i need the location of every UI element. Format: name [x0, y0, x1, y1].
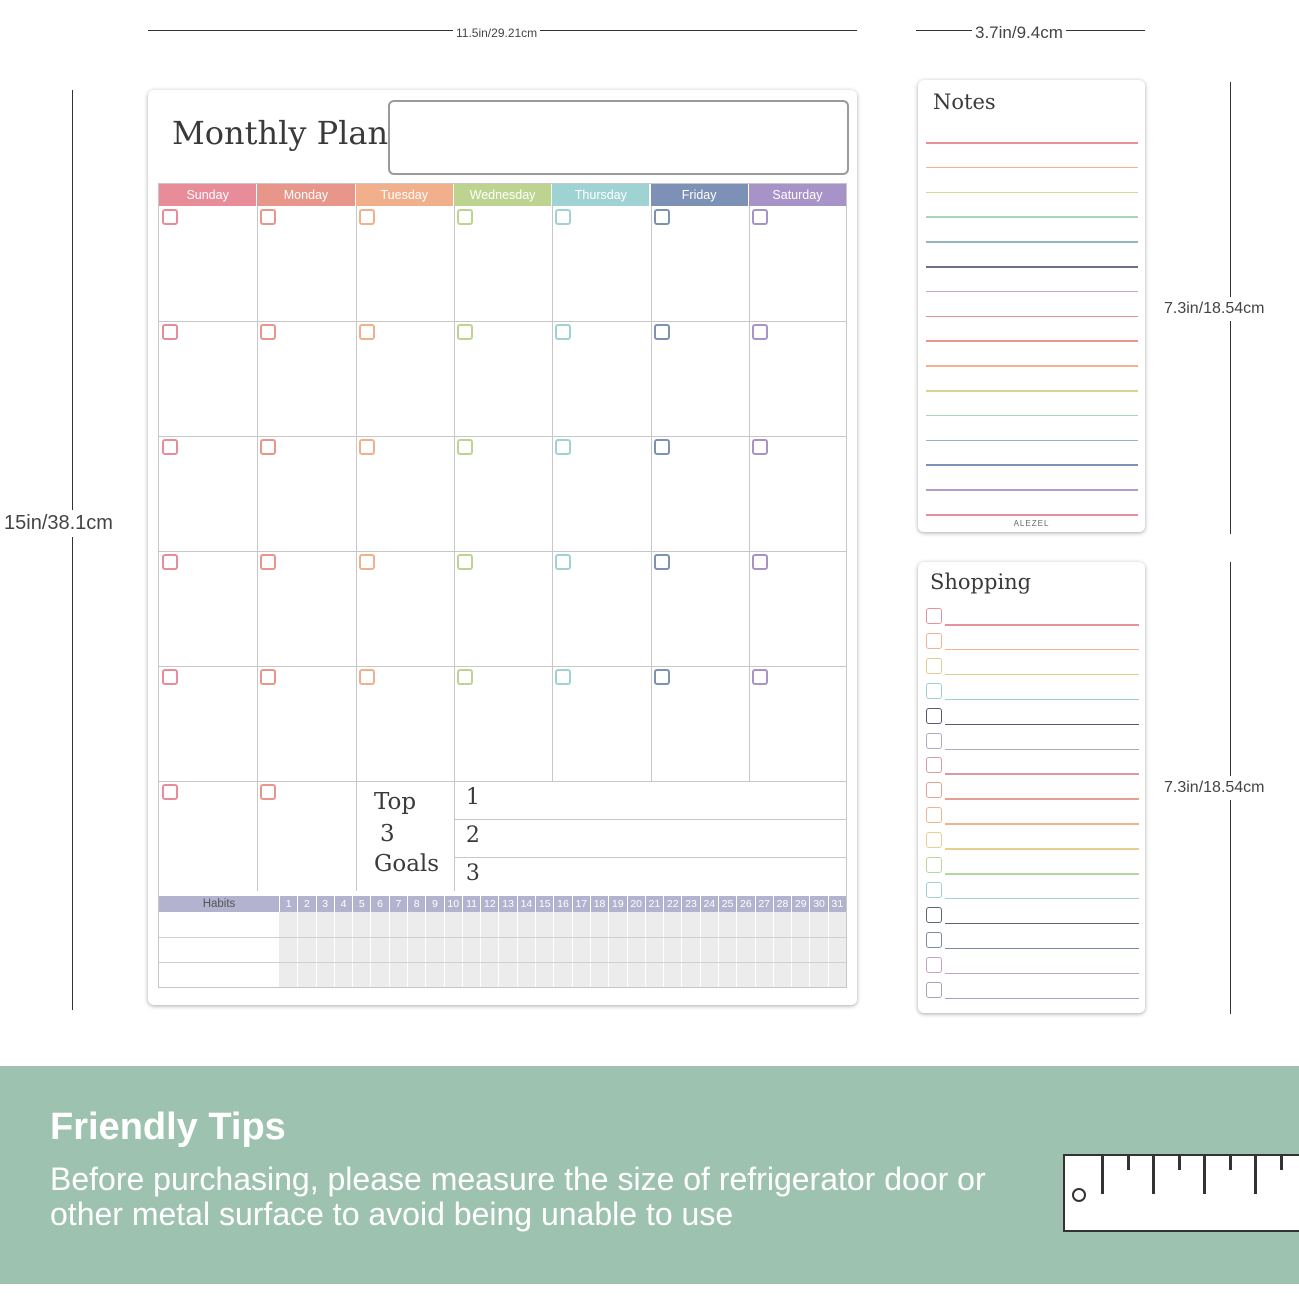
shopping-checkbox[interactable]: [926, 932, 942, 948]
day-checkbox[interactable]: [260, 784, 276, 800]
shopping-checkbox[interactable]: [926, 832, 942, 848]
day-checkbox[interactable]: [359, 669, 375, 685]
note-line: [926, 167, 1138, 169]
note-line: [926, 464, 1138, 466]
shopping-line: [945, 674, 1139, 676]
goals-title-line: Goals: [374, 851, 440, 877]
month-name-box: [388, 100, 849, 175]
habit-day-number: 11: [462, 896, 480, 912]
shopping-line: [945, 823, 1139, 825]
note-line: [926, 440, 1138, 442]
day-header: Monday: [257, 184, 354, 206]
habit-day-number: 19: [608, 896, 626, 912]
habit-column-line: [755, 912, 756, 987]
shopping-title: Shopping: [930, 570, 1032, 594]
shopping-checkbox[interactable]: [926, 733, 942, 749]
day-checkbox[interactable]: [752, 554, 768, 570]
day-checkbox[interactable]: [162, 669, 178, 685]
ruler-tick: [1254, 1156, 1257, 1194]
note-line: [926, 192, 1138, 194]
day-checkbox[interactable]: [457, 439, 473, 455]
day-checkbox[interactable]: [555, 209, 571, 225]
shopping-line: [945, 873, 1139, 875]
monthly-plan-board: [148, 90, 857, 1005]
habit-day-number: 7: [389, 896, 407, 912]
shopping-height-label: 7.3in/18.54cm: [1164, 776, 1265, 800]
habit-row-line: [159, 962, 846, 963]
goals-title-line: Top: [374, 789, 417, 815]
shopping-checkbox[interactable]: [926, 608, 942, 624]
day-checkbox[interactable]: [654, 439, 670, 455]
day-checkbox[interactable]: [457, 554, 473, 570]
habit-column-line: [389, 912, 390, 987]
habit-day-number: 17: [572, 896, 590, 912]
habit-day-number: 9: [425, 896, 443, 912]
habit-day-number: 1: [279, 896, 297, 912]
board-height-line: [72, 90, 73, 1010]
day-header: Thursday: [552, 184, 649, 206]
note-line: [926, 241, 1138, 243]
grid-vline: [356, 206, 357, 891]
shopping-line: [945, 624, 1139, 626]
grid-vline: [552, 206, 553, 781]
habit-column-line: [498, 912, 499, 987]
habit-column-line: [316, 912, 317, 987]
shopping-checkbox[interactable]: [926, 633, 942, 649]
notes-pad: [918, 80, 1145, 532]
day-checkbox[interactable]: [457, 669, 473, 685]
ruler-tick: [1178, 1156, 1181, 1170]
day-checkbox[interactable]: [654, 324, 670, 340]
brand-label: ALEZEL: [1013, 519, 1050, 528]
goal-number: 1: [465, 785, 480, 810]
habit-day-number: 15: [535, 896, 553, 912]
habit-day-number: 4: [334, 896, 352, 912]
shopping-checkbox[interactable]: [926, 882, 942, 898]
day-checkbox[interactable]: [654, 669, 670, 685]
board-title: Monthly Plan: [172, 114, 389, 152]
goal-number: 3: [465, 861, 480, 886]
day-checkbox[interactable]: [555, 669, 571, 685]
grid-vline: [257, 206, 258, 891]
habit-column-line: [425, 912, 426, 987]
ruler-tick: [1229, 1156, 1232, 1170]
day-checkbox[interactable]: [162, 554, 178, 570]
ruler-hole: [1072, 1188, 1086, 1202]
board-height-label: 15in/38.1cm: [4, 510, 113, 537]
day-checkbox[interactable]: [752, 324, 768, 340]
ruler-tick: [1101, 1156, 1104, 1194]
board-width-label: 11.5in/29.21cm: [453, 26, 540, 40]
day-checkbox[interactable]: [752, 669, 768, 685]
shopping-checkbox[interactable]: [926, 857, 942, 873]
note-line: [926, 266, 1138, 268]
habit-column-line: [407, 912, 408, 987]
day-checkbox[interactable]: [260, 554, 276, 570]
habit-column-line: [718, 912, 719, 987]
habit-day-number: 24: [700, 896, 718, 912]
habit-column-line: [590, 912, 591, 987]
day-checkbox[interactable]: [162, 324, 178, 340]
goal-number: 2: [465, 823, 480, 848]
habits-label: Habits: [202, 898, 236, 910]
habit-day-number: 30: [809, 896, 827, 912]
habit-day-number: 10: [444, 896, 462, 912]
shopping-line: [945, 848, 1139, 850]
day-checkbox[interactable]: [555, 324, 571, 340]
grid-hline: [159, 666, 846, 667]
habit-day-number: 18: [590, 896, 608, 912]
grid-hline: [159, 781, 846, 782]
shopping-checkbox[interactable]: [926, 807, 942, 823]
tips-title: Friendly Tips: [50, 1106, 286, 1148]
grid-hline: [159, 551, 846, 552]
habit-day-number: 31: [828, 896, 846, 912]
habit-day-number: 29: [791, 896, 809, 912]
habit-column-line: [736, 912, 737, 987]
shopping-line: [945, 973, 1139, 975]
habit-day-number: 13: [498, 896, 516, 912]
habit-day-number: 2: [297, 896, 315, 912]
day-checkbox[interactable]: [457, 324, 473, 340]
habit-column-line: [462, 912, 463, 987]
habit-column-line: [444, 912, 445, 987]
day-checkbox[interactable]: [359, 324, 375, 340]
shopping-checkbox[interactable]: [926, 907, 942, 923]
day-checkbox[interactable]: [359, 554, 375, 570]
shopping-line: [945, 724, 1139, 726]
ruler-tick: [1203, 1156, 1206, 1194]
grid-vline: [454, 206, 455, 781]
day-checkbox[interactable]: [260, 324, 276, 340]
shopping-checkbox[interactable]: [926, 982, 942, 998]
goals-divider: [454, 781, 455, 891]
day-header: Saturday: [749, 184, 846, 206]
habit-column-line: [663, 912, 664, 987]
habit-day-number: 20: [627, 896, 645, 912]
habit-column-line: [791, 912, 792, 987]
day-header: Tuesday: [356, 184, 453, 206]
habit-column-line: [627, 912, 628, 987]
note-line: [926, 514, 1138, 516]
day-checkbox[interactable]: [654, 554, 670, 570]
note-line: [926, 142, 1138, 144]
shopping-checkbox[interactable]: [926, 782, 942, 798]
habit-column-line: [572, 912, 573, 987]
habit-day-number: 3: [316, 896, 334, 912]
day-header: Wednesday: [454, 184, 551, 206]
day-checkbox[interactable]: [162, 439, 178, 455]
shopping-line: [945, 649, 1139, 651]
habit-day-number: 6: [370, 896, 388, 912]
day-checkbox[interactable]: [555, 439, 571, 455]
habit-day-number: 14: [517, 896, 535, 912]
shopping-line: [945, 898, 1139, 900]
ruler-tick: [1152, 1156, 1155, 1194]
day-checkbox[interactable]: [654, 209, 670, 225]
grid-hline: [159, 321, 846, 322]
habit-column-line: [553, 912, 554, 987]
habit-day-number: 25: [718, 896, 736, 912]
note-line: [926, 340, 1138, 342]
grid-vline: [651, 206, 652, 781]
habit-column-line: [297, 912, 298, 987]
shopping-checkbox[interactable]: [926, 683, 942, 699]
habit-column-line: [700, 912, 701, 987]
shopping-line: [945, 998, 1139, 1000]
shopping-checkbox[interactable]: [926, 757, 942, 773]
habit-row-line: [159, 937, 846, 938]
goal-line: [454, 819, 846, 820]
habit-day-number: 12: [480, 896, 498, 912]
shopping-line: [945, 773, 1139, 775]
note-line: [926, 489, 1138, 491]
note-line: [926, 390, 1138, 392]
habit-column-line: [809, 912, 810, 987]
ruler-tick: [1127, 1156, 1130, 1170]
day-checkbox[interactable]: [260, 439, 276, 455]
habit-day-number: 8: [407, 896, 425, 912]
notes-height-label: 7.3in/18.54cm: [1164, 297, 1265, 321]
habit-day-number: 22: [663, 896, 681, 912]
ruler-icon: [1063, 1154, 1299, 1232]
note-line: [926, 291, 1138, 293]
calendar-grid: [158, 183, 847, 988]
day-checkbox[interactable]: [752, 209, 768, 225]
shopping-checkbox[interactable]: [926, 957, 942, 973]
grid-hline: [159, 436, 846, 437]
habit-column-line: [828, 912, 829, 987]
notes-title: Notes: [933, 90, 996, 114]
day-checkbox[interactable]: [359, 439, 375, 455]
grid-vline: [749, 206, 750, 781]
tips-text: Before purchasing, please measure the size of refrigerator door or other metal surface to avoid being unable to use: [50, 1161, 986, 1232]
habit-column-line: [645, 912, 646, 987]
ruler-tick: [1280, 1156, 1283, 1170]
habit-column-line: [517, 912, 518, 987]
shopping-line: [945, 798, 1139, 800]
habit-day-number: 21: [645, 896, 663, 912]
day-checkbox[interactable]: [359, 209, 375, 225]
habit-column-line: [681, 912, 682, 987]
habit-day-number: 23: [681, 896, 699, 912]
day-checkbox[interactable]: [260, 209, 276, 225]
habit-column-line: [370, 912, 371, 987]
friendly-tips-band: [0, 1066, 1299, 1284]
habit-day-number: 5: [352, 896, 370, 912]
day-checkbox[interactable]: [162, 209, 178, 225]
habit-column-line: [773, 912, 774, 987]
note-line: [926, 415, 1138, 417]
habit-day-number: 16: [553, 896, 571, 912]
habit-day-number: 27: [755, 896, 773, 912]
shopping-checkbox[interactable]: [926, 658, 942, 674]
habit-tracker: [279, 912, 846, 987]
note-line: [926, 365, 1138, 367]
shopping-checkbox[interactable]: [926, 708, 942, 724]
goal-line: [454, 857, 846, 858]
day-checkbox[interactable]: [752, 439, 768, 455]
shopping-line: [945, 749, 1139, 751]
habit-day-number: 28: [773, 896, 791, 912]
shopping-line: [945, 948, 1139, 950]
note-line: [926, 316, 1138, 318]
habit-column-line: [608, 912, 609, 987]
notes-width-label: 3.7in/9.4cm: [972, 23, 1066, 43]
habit-day-number: 26: [736, 896, 754, 912]
habit-column-line: [352, 912, 353, 987]
day-checkbox[interactable]: [162, 784, 178, 800]
habit-column-line: [480, 912, 481, 987]
shopping-pad: [918, 562, 1145, 1013]
habit-column-line: [334, 912, 335, 987]
day-header: Friday: [651, 184, 748, 206]
habit-column-line: [535, 912, 536, 987]
shopping-line: [945, 699, 1139, 701]
goals-title-line: 3: [380, 821, 395, 847]
day-checkbox[interactable]: [457, 209, 473, 225]
shopping-line: [945, 923, 1139, 925]
day-checkbox[interactable]: [555, 554, 571, 570]
day-checkbox[interactable]: [260, 669, 276, 685]
note-line: [926, 216, 1138, 218]
day-header: Sunday: [159, 184, 256, 206]
